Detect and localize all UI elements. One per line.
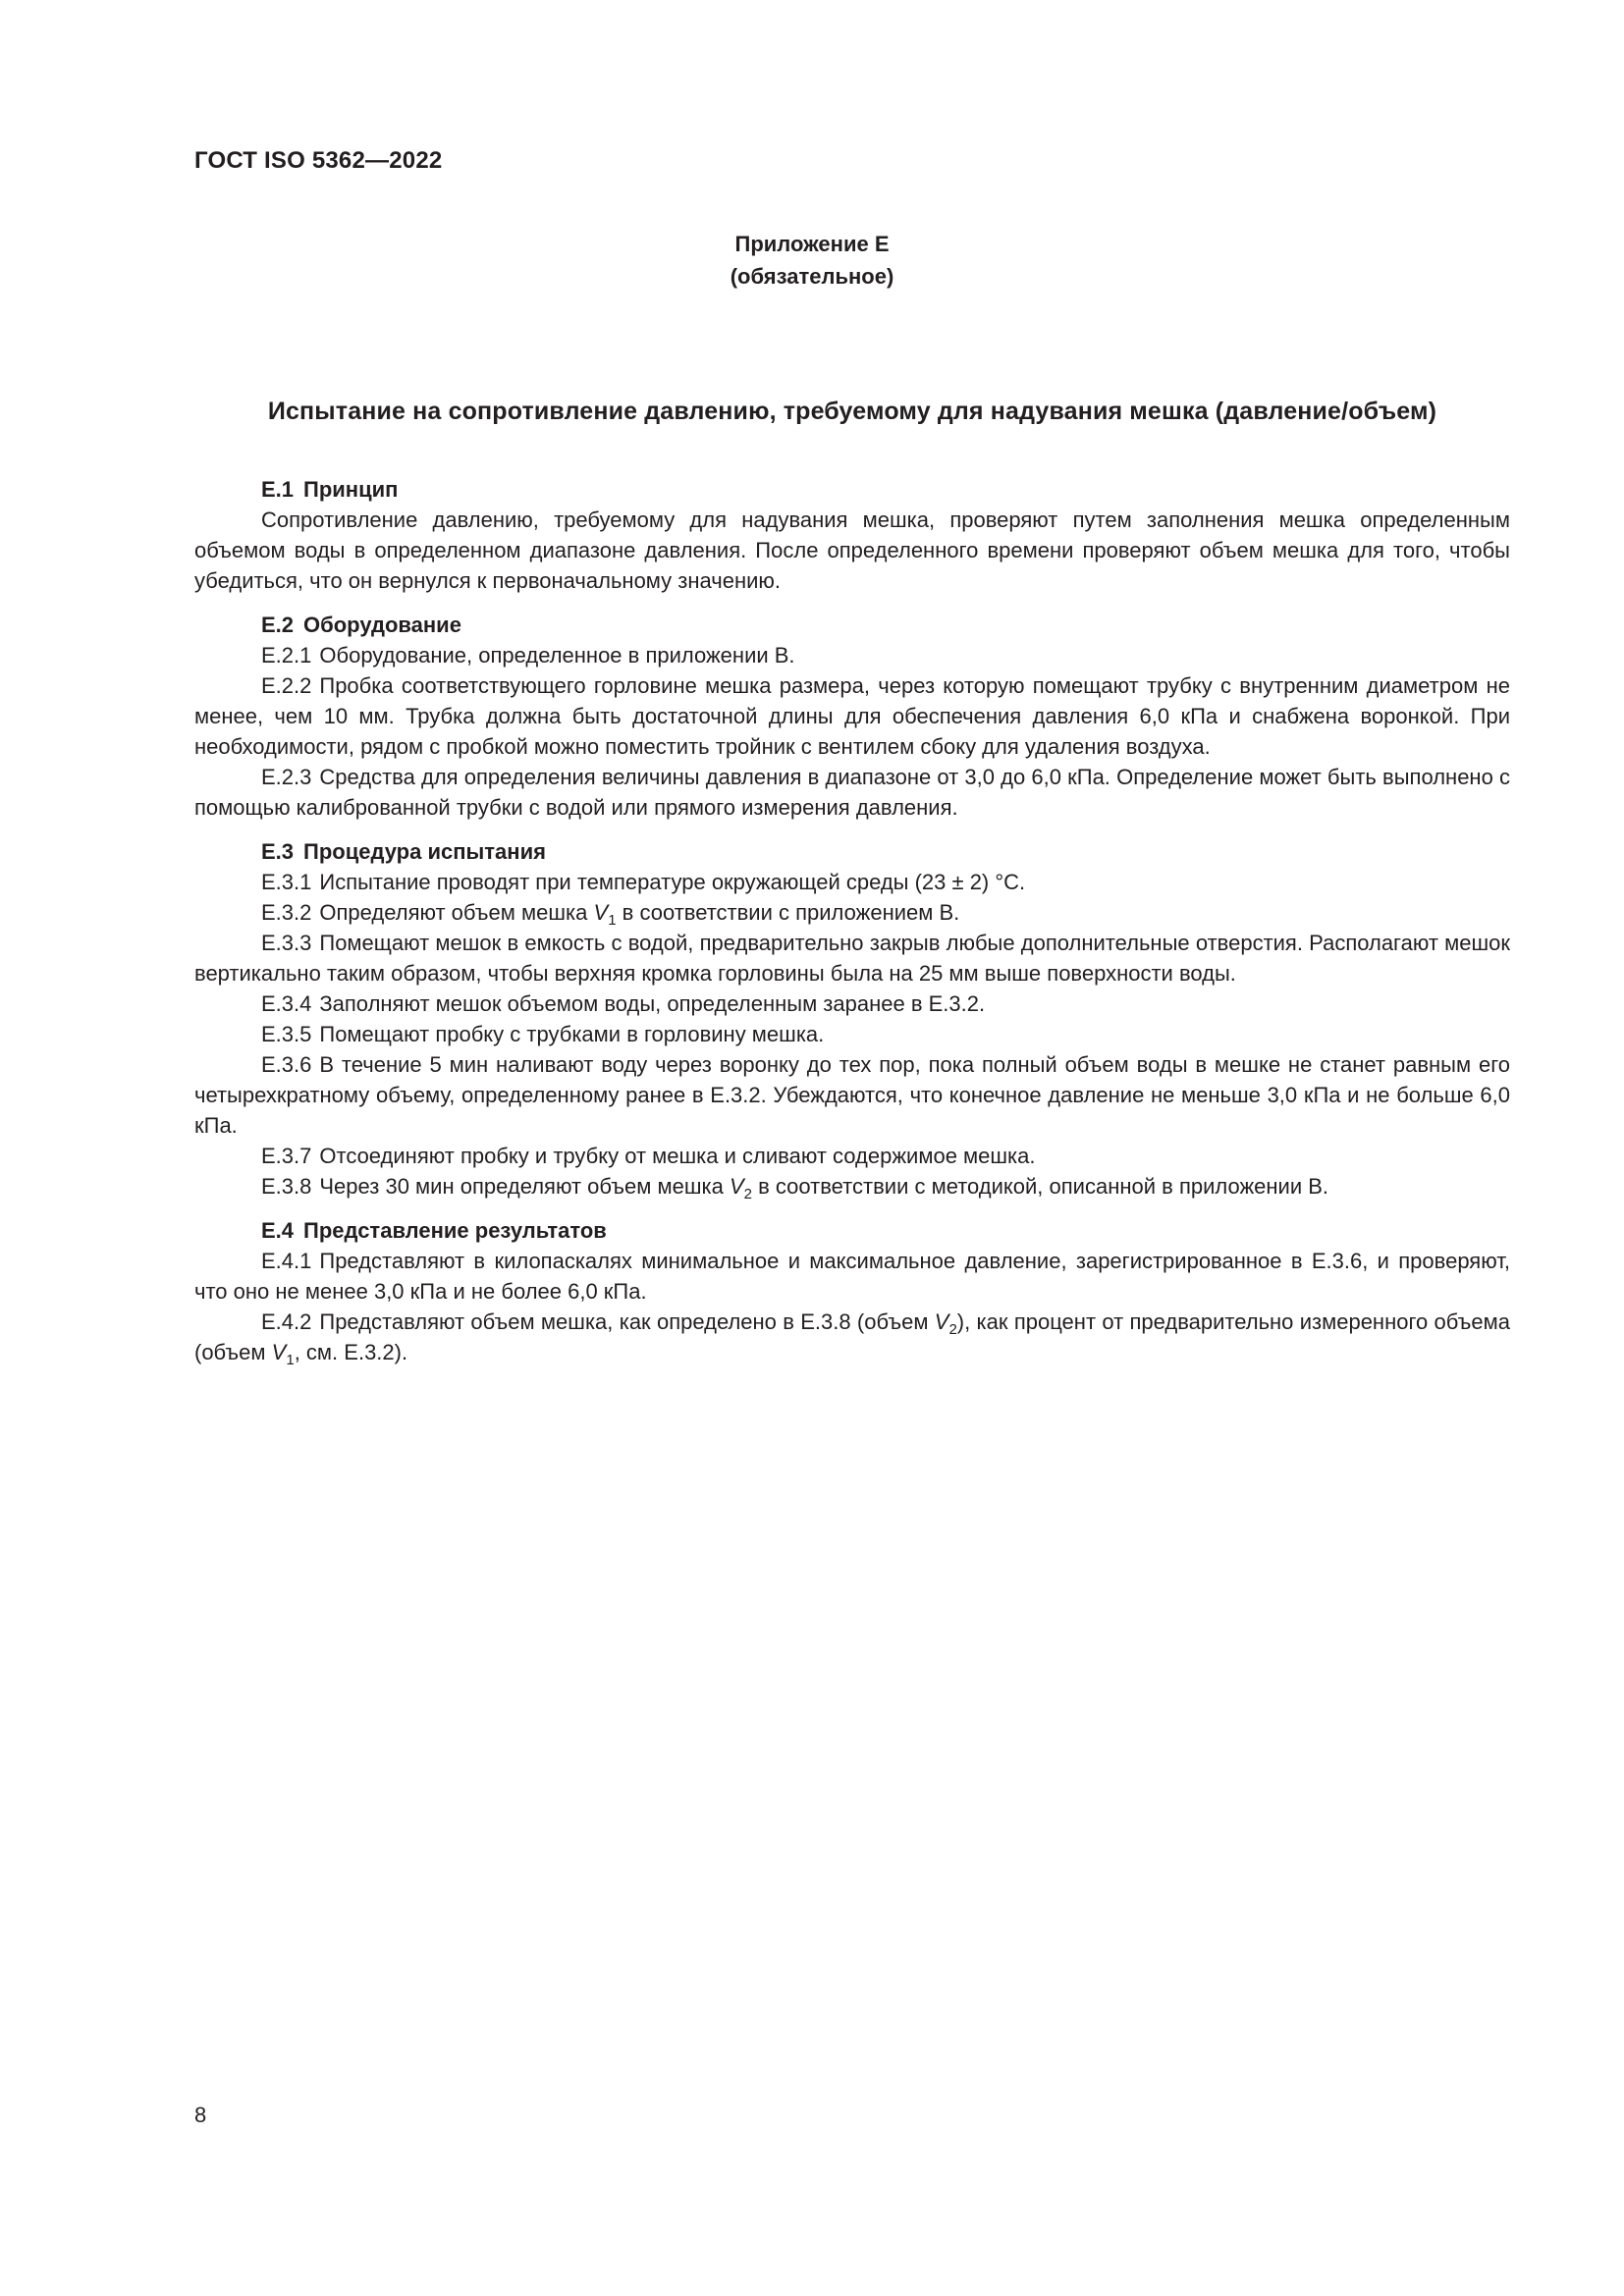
clause-number: Е.3.3 bbox=[261, 931, 312, 955]
clause-text: Через 30 мин определяют объем мешка bbox=[319, 1174, 724, 1199]
paragraph-e3-8 bbox=[194, 1171, 1510, 1201]
annex-title: Испытание на сопротивление давлению, требуемому для надувания мешка (давление/объем) bbox=[267, 398, 1437, 425]
paragraph-e3-5 bbox=[194, 1019, 1510, 1049]
annex-label: Приложение Е bbox=[734, 232, 890, 256]
variable-v: V bbox=[593, 900, 609, 925]
section-number: Е.1 bbox=[261, 477, 295, 502]
clause-text: , см. Е.3.2). bbox=[294, 1340, 408, 1364]
paragraph-e3-3 bbox=[194, 928, 1510, 988]
variable-subscript: 1 bbox=[286, 1352, 295, 1368]
section-heading-e2 bbox=[194, 610, 1510, 640]
clause-number: Е.3.5 bbox=[261, 1022, 312, 1046]
clause-text: Отсоединяют пробку и трубку от мешка и сливают содержимое мешка. bbox=[319, 1144, 1036, 1168]
clause-number: Е.3.6 bbox=[261, 1052, 312, 1077]
clause-number: Е.2.3 bbox=[261, 765, 312, 789]
clause-text: Пробка соответствующего горловине мешка размера, через которую помещают трубку с внутренним диаметром не менее, чем 10 мм. Трубка должна быть достаточной длины для обеспечения давления 6,0 кПа и снабжена воронкой. При необходимости, рядом с пробкой можно поместить тройник с вентилем сбоку для удаления воздуха. bbox=[194, 673, 1510, 759]
clause-text: Помещают пробку с трубками в горловину мешка. bbox=[319, 1022, 825, 1046]
clause-text: Помещают мешок в емкость с водой, предварительно закрыв любые дополнительные отверстия. Располагают мешок вертикально таким образом, чтобы верхняя кромка горловины была на 25 мм выше поверхности воды. bbox=[194, 931, 1510, 986]
clause-text: Представляют в килопаскалях минимальное и максимальное давление, зарегистрированное в Е.3.6, и проверяют, что оно не менее 3,0 кПа и не более 6,0 кПа. bbox=[194, 1249, 1510, 1304]
clause-text: Заполняют мешок объемом воды, определенным заранее в Е.3.2. bbox=[319, 991, 986, 1016]
clause-number: Е.4.2 bbox=[261, 1309, 312, 1334]
clause-text: в соответствии с приложением В. bbox=[622, 900, 960, 925]
paragraph-e3-7 bbox=[194, 1141, 1510, 1171]
section-heading-e4 bbox=[194, 1215, 1510, 1246]
clause-text: ), как процент от предварительно измеренного объема (объем bbox=[194, 1309, 1510, 1364]
section-heading-e3 bbox=[194, 836, 1510, 867]
section-number: Е.4 bbox=[261, 1218, 295, 1243]
annex-heading bbox=[0, 228, 1624, 293]
variable-v: V bbox=[934, 1309, 949, 1334]
section-title: Оборудование bbox=[303, 613, 461, 637]
paragraph-e4-1 bbox=[194, 1246, 1510, 1307]
paragraph-e3-1 bbox=[194, 867, 1510, 897]
clause-text: В течение 5 мин наливают воду через воронку до тех пор, пока полный объем воды в мешке не станет равным его четырехкратному объему, определенному ранее в Е.3.2. Убеждаются, что конечное давление не меньше 3,0 кПа и не больше 6,0 кПа. bbox=[194, 1052, 1510, 1138]
clause-number: Е.3.2 bbox=[261, 900, 312, 925]
annex-status: (обязательное) bbox=[730, 264, 894, 289]
paragraph-e3-2 bbox=[194, 897, 1510, 928]
clause-number: Е.3.7 bbox=[261, 1144, 312, 1168]
variable-v: V bbox=[729, 1174, 744, 1199]
clause-text: Оборудование, определенное в приложении В. bbox=[319, 643, 795, 667]
document-header: ГОСТ ISO 5362—2022 bbox=[194, 147, 443, 174]
variable-subscript: 1 bbox=[608, 912, 617, 929]
clause-text: в соответствии с методикой, описанной в приложении В. bbox=[758, 1174, 1329, 1199]
clause-text: Средства для определения величины давления в диапазоне от 3,0 до 6,0 кПа. Определение может быть выполнено с помощью калиброванной трубки с водой или прямого измерения давления. bbox=[194, 765, 1510, 820]
clause-number: Е.2.1 bbox=[261, 643, 312, 667]
paragraph-e3-4 bbox=[194, 988, 1510, 1019]
paragraph-e2-1 bbox=[194, 640, 1510, 670]
clause-number: Е.4.1 bbox=[261, 1249, 312, 1273]
clause-number: Е.2.2 bbox=[261, 673, 312, 698]
section-title: Принцип bbox=[303, 477, 399, 502]
paragraph-e2-2 bbox=[194, 670, 1510, 762]
clause-number: Е.3.4 bbox=[261, 991, 312, 1016]
variable-subscript: 2 bbox=[948, 1321, 957, 1338]
variable-subscript: 2 bbox=[743, 1186, 752, 1202]
section-number: Е.2 bbox=[261, 613, 295, 637]
paragraph-e3-6 bbox=[194, 1049, 1510, 1141]
page-number: 8 bbox=[194, 2103, 207, 2127]
section-title: Представление результатов bbox=[303, 1218, 607, 1243]
section-title: Процедура испытания bbox=[303, 839, 546, 864]
variable-v: V bbox=[271, 1340, 287, 1364]
clause-text: Испытание проводят при температуре окружающей среды (23 ± 2) °С. bbox=[319, 870, 1026, 894]
clause-text: Определяют объем мешка bbox=[319, 900, 588, 925]
paragraph-e2-3 bbox=[194, 762, 1510, 823]
paragraph-e1: Сопротивление давлению, требуемому для надувания мешка, проверяют путем заполнения мешка определенным объемом воды в определенном диапазоне давления. После определенного времени проверяют объем мешка для того, чтобы убедиться, что он вернулся к первоначальному значению. bbox=[194, 507, 1510, 593]
section-number: Е.3 bbox=[261, 839, 295, 864]
section-heading-e1 bbox=[194, 474, 1510, 505]
clause-number: Е.3.8 bbox=[261, 1174, 312, 1199]
clause-text: Представляют объем мешка, как определено в Е.3.8 (объем bbox=[319, 1309, 929, 1334]
clause-number: Е.3.1 bbox=[261, 870, 312, 894]
document-body bbox=[194, 474, 1510, 1367]
paragraph-e4-2 bbox=[194, 1307, 1510, 1367]
